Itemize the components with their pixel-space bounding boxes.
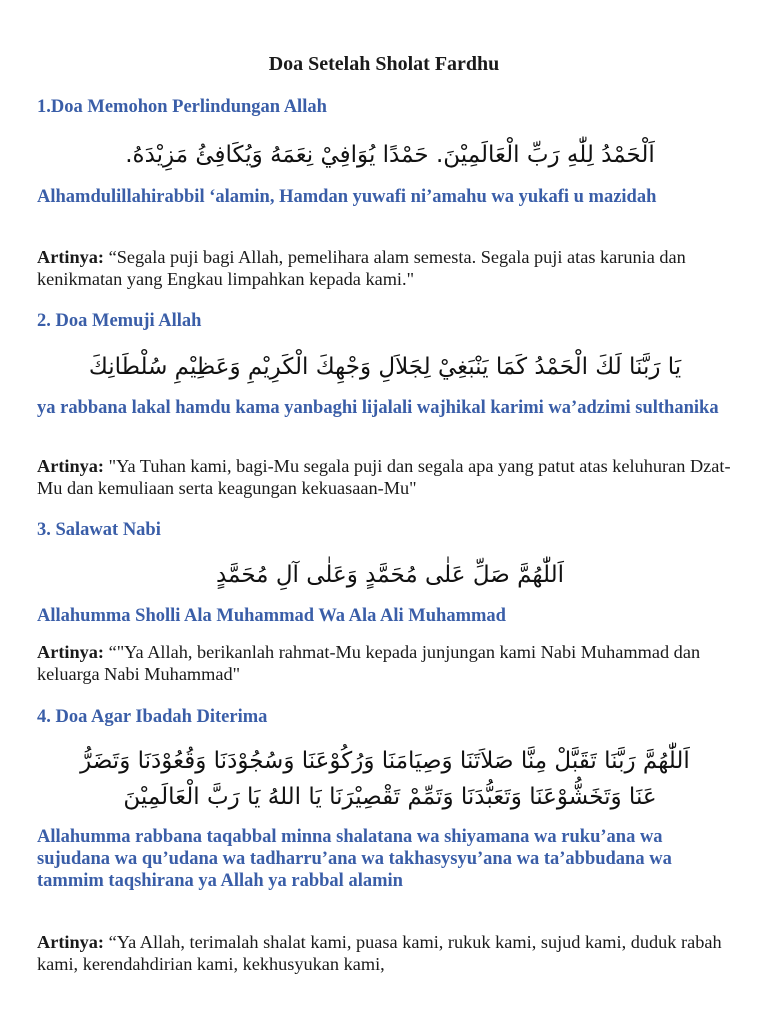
section-3-latin: Allahumma Sholli Ala Muhammad Wa Ala Ali Muhammad	[37, 606, 506, 626]
section-2-meaning-text: "Ya Tuhan kami, bagi-Mu segala puji dan segala apa yang patut atas keluhuran Dzat-Mu dan kemuliaan serta keagungan kekuasaan-Mu"	[37, 456, 731, 498]
document-title: Doa Setelah Sholat Fardhu	[268, 53, 500, 75]
section-1-latin: Alhamdulillahirabbil ‘alamin, Hamdan yuwafi ni’amahu wa yukafi u mazidah	[37, 187, 657, 207]
meaning-label: Artinya:	[37, 932, 105, 952]
section-4-meaning-text: “Ya Allah, terimalah shalat kami, puasa kami, rukuk kami, sujud kami, duduk rabah kami, kerendahdirian kami, kekhusyukan kami,	[37, 932, 722, 974]
section-2-meaning	[37, 455, 742, 499]
section-1-arabic: اَلْحَمْدُ لِلّٰهِ رَبِّ الْعَالَمِيْنَ. حَمْدًا يُوَافِيْ نِعَمَهُ وَيُكَافِئُ مَزِيْدَهُ.	[125, 142, 655, 168]
section-4-latin: Allahumma rabbana taqabbal minna shalatana wa shiyamana wa ruku’ana wa sujudana wa qu’udana wa tadharru’ana wa takhasysyu’ana wa ta’abbudana wa tammim taqshirana ya Allah ya rabbal alamin	[37, 827, 672, 891]
meaning-label: Artinya:	[37, 456, 105, 476]
meaning-label: Artinya:	[37, 247, 105, 267]
section-2-arabic: يَا رَبَّنَا لَكَ الْحَمْدُ كَمَا يَنْبَغِيْ لِجَلاَلِ وَجْهِكَ الْكَرِيْمِ وَعَظِيْمِ سُلْطَانِكَ	[88, 354, 682, 380]
section-1-heading: 1.Doa Memohon Perlindungan Allah	[37, 97, 327, 117]
section-3-heading: 3. Salawat Nabi	[37, 520, 161, 540]
section-4-heading: 4. Doa Agar Ibadah Diterima	[37, 707, 268, 727]
section-3-meaning	[37, 641, 742, 685]
section-4-arabic-line-1: اَللّٰهُمَّ رَبَّنَا تَقَبَّلْ مِنَّا صَلاَتَنَا وَصِيَامَنَا وَرُكُوْعَنَا وَسُجُوْدَنَا وَقُعُوْدَنَا وَتَضَرُّ	[80, 748, 690, 774]
meaning-label: Artinya:	[37, 642, 105, 662]
section-2-latin: ya rabbana lakal hamdu kama yanbaghi lijalali wajhikal karimi wa’adzimi sulthanika	[37, 398, 719, 418]
section-1-meaning-text: “Segala puji bagi Allah, pemelihara alam semesta. Segala puji atas karunia dan kenikmatan yang Engkau limpahkan kepada kami."	[37, 247, 686, 289]
section-1-meaning	[37, 246, 742, 290]
section-3-meaning-text: “"Ya Allah, berikanlah rahmat-Mu kepada junjungan kami Nabi Muhammad dan keluarga Nabi Muhammad"	[37, 642, 701, 684]
section-3-arabic: اَللّٰهُمَّ صَلِّ عَلٰى مُحَمَّدٍ وَعَلٰى آلِ مُحَمَّدٍ	[215, 562, 565, 588]
section-4-arabic-line-2: عَنَا وَتَخَشُّوْعَنَا وَتَعَبُّدَنَا وَتَمِّمْ تَقْصِيْرَنَا يَا اللهُ يَا رَبَّ الْعَالَمِيْنَ	[123, 784, 657, 810]
section-2-heading: 2. Doa Memuji Allah	[37, 311, 202, 331]
section-4-meaning	[37, 931, 742, 975]
